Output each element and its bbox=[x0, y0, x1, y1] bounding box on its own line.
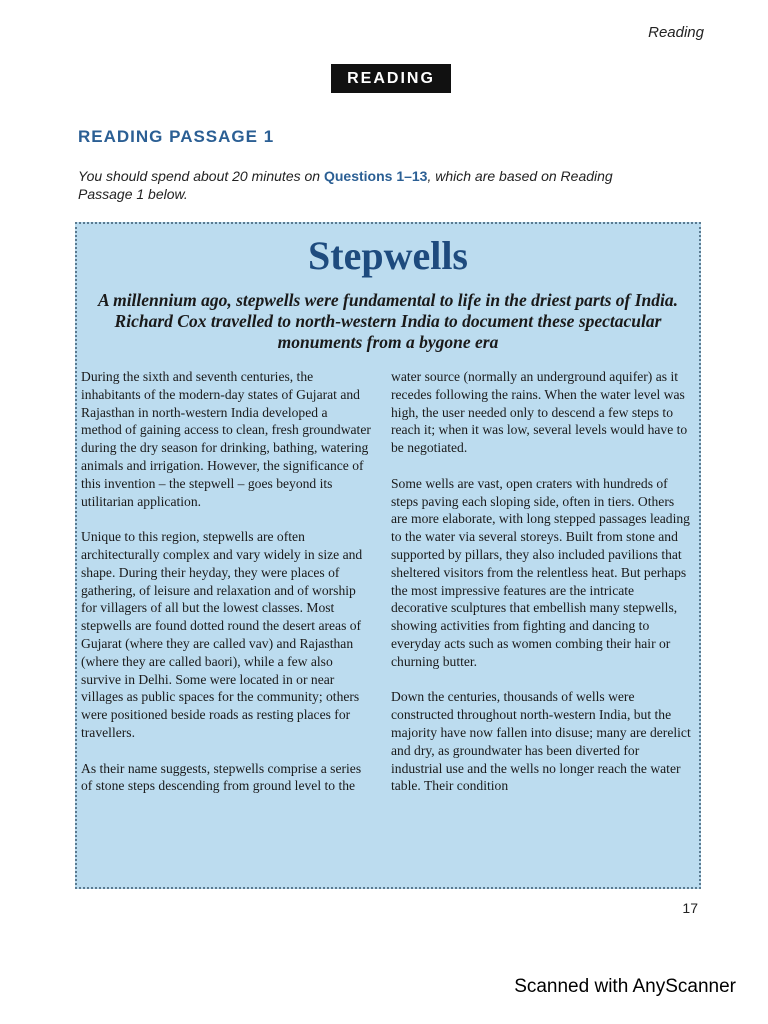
paragraph: water source (normally an underground aquifer) as it recedes following the rains. When the water level was high, the user needed only to descend a few steps to reach it; when it was low, several levels would have to be negotiated. bbox=[391, 369, 688, 456]
paragraph: Unique to this region, stepwells are often architecturally complex and vary widely in size and shape. During their heyday, they were places of gathering, of leisure and relaxation and of worship for villagers of all but the lowest classes. Most stepwells are found dotted round the desert areas of Gujarat (where they are called vav) and Rajasthan (where they are called baori), while a few also survive in Delhi. Some were located in or near villages as public spaces for the community; others were positioned beside roads as resting places for travellers. bbox=[81, 529, 363, 740]
right-column bbox=[391, 368, 691, 813]
running-header: Reading bbox=[648, 24, 704, 41]
instruction-before: You should spend about 20 minutes on bbox=[78, 168, 324, 184]
paragraph: As their name suggests, stepwells comprise a series of stone steps descending from ground level to the bbox=[81, 760, 362, 794]
passage-heading: READING PASSAGE 1 bbox=[78, 127, 275, 146]
scanner-watermark: Scanned with AnyScanner bbox=[514, 976, 736, 997]
section-badge: READING bbox=[331, 64, 451, 93]
instruction-questions-highlight: Questions 1–13 bbox=[323, 168, 428, 184]
page-number: 17 bbox=[682, 900, 698, 916]
paragraph: During the sixth and seventh centuries, the inhabitants of the modern-day states of Gujarat and Rajasthan in north-western India developed a method of gaining access to clean, fresh groundwater during the dry season for drinking, bathing, watering animals and irrigation. However, the significance of this invention – the stepwell – goes beyond its utilitarian application. bbox=[81, 369, 371, 509]
instruction-text bbox=[78, 167, 658, 203]
article-subtitle: A millennium ago, stepwells were fundamental to life in the driest parts of India. Richard Cox travelled to north-western India to document these spectacular monuments from a bygone era bbox=[98, 290, 678, 352]
left-column bbox=[81, 368, 371, 813]
paragraph: Down the centuries, thousands of wells were constructed throughout north-western India, but the majority have now fallen into disuse; many are derelict and dry, as groundwater has been diverted for industrial use and the wells no longer reach the water table. Their condition bbox=[391, 689, 691, 794]
instruction-after: , which are based on Reading Passage 1 below. bbox=[78, 168, 613, 202]
paragraph: Some wells are vast, open craters with hundreds of steps paving each sloping side, often in tiers. Others are more elaborate, with long stepped passages leading to the water via several storeys. Built from stone and supported by pillars, they also included pavilions that sheltered visitors from the relentless heat. But perhaps the most impressive features are the intricate decorative sculptures that embellish many stepwells, showing activities from fighting and dancing to everyday acts such as women combing their hair or churning butter. bbox=[391, 475, 690, 669]
passage-box bbox=[75, 222, 701, 889]
article-title: Stepwells bbox=[308, 233, 468, 278]
